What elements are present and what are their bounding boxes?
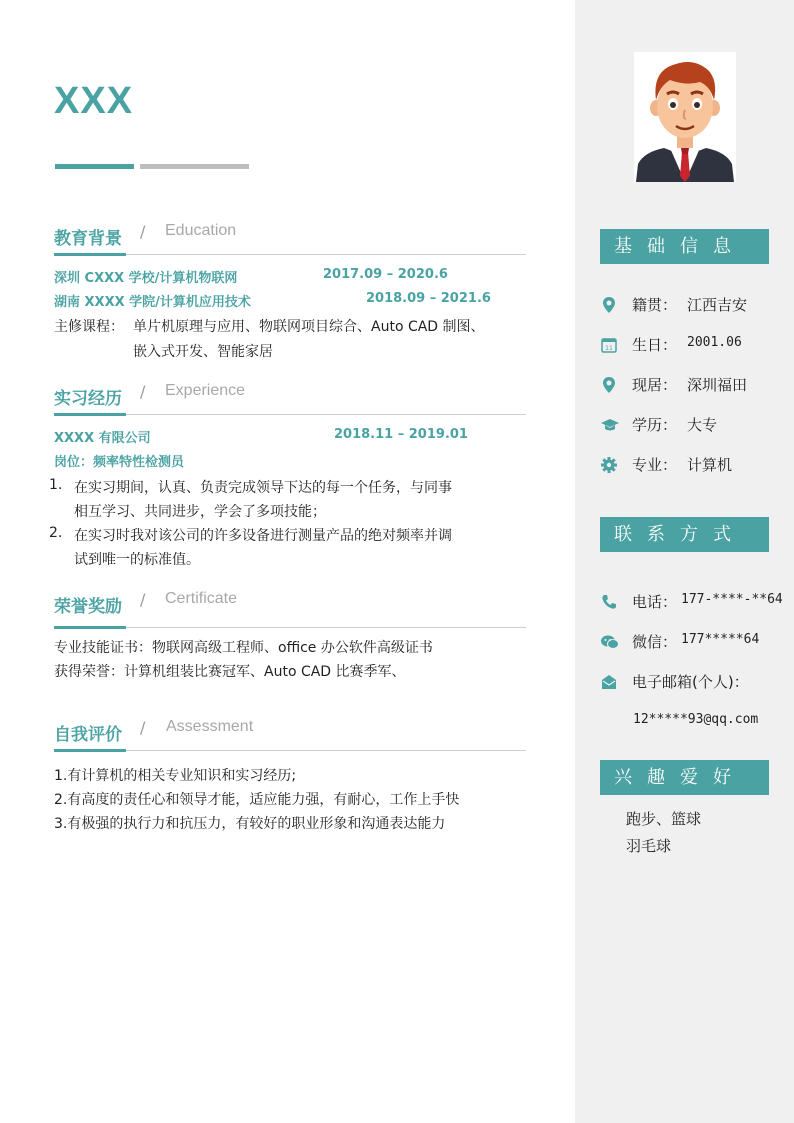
section-underline xyxy=(54,749,126,752)
candidate-name: XXX xyxy=(54,80,134,122)
contact-wechat xyxy=(600,631,790,653)
list-number: 2. xyxy=(49,525,63,541)
info-label: 生日： xyxy=(632,336,678,354)
svg-text:11: 11 xyxy=(605,345,613,352)
courses-line-2: 嵌入式开发、智能家居 xyxy=(133,344,273,360)
info-label: 现居： xyxy=(632,376,678,394)
education-title: 教育背景 xyxy=(54,229,122,249)
section-underline xyxy=(54,413,126,416)
info-value: 江西吉安 xyxy=(687,296,748,314)
section-slash: / xyxy=(140,382,146,401)
email-icon xyxy=(600,673,620,691)
calendar-icon xyxy=(600,336,620,354)
graduation-cap-icon xyxy=(600,416,620,434)
basic-info-header: 基础信息 xyxy=(600,229,769,264)
contact-email xyxy=(600,671,790,693)
info-row-residence xyxy=(600,374,770,396)
contact-header: 联系方式 xyxy=(600,517,769,552)
phone-icon xyxy=(600,593,620,611)
location-pin-icon xyxy=(600,296,620,314)
certificate-title-en: Certificate xyxy=(165,590,238,607)
education-date-2: 2018.09 – 2021.6 xyxy=(366,291,491,306)
section-underline xyxy=(54,253,126,256)
assessment-line-2: 2.有高度的责任心和领导才能，适应能力强，有耐心，工作上手快 xyxy=(54,792,460,808)
experience-item-1-line-2: 相互学习、共同进步，学会了多项技能； xyxy=(74,504,326,520)
wechat-icon xyxy=(600,633,620,651)
email-value: 12*****93@qq.com xyxy=(633,712,759,727)
info-label: 专业： xyxy=(632,456,678,474)
wechat-value: 177*****64 xyxy=(681,632,760,647)
experience-item-2-line-1: 在实习时我对该公司的许多设备进行测量产品的绝对频率并调 xyxy=(74,528,452,544)
assessment-line-3: 3.有极强的执行力和抗压力，有较好的职业形象和沟通表达能力 xyxy=(54,816,446,832)
assessment-line-1: 1.有计算机的相关专业知识和实习经历; xyxy=(54,768,297,784)
info-value: 深圳福田 xyxy=(687,376,748,394)
experience-date: 2018.11 – 2019.01 xyxy=(334,427,468,442)
experience-item-1-line-1: 在实习期间，认真、负责完成领导下达的每一个任务，与同事 xyxy=(74,480,452,496)
hobbies-line-2: 羽毛球 xyxy=(626,837,672,855)
experience-position: 岗位：频率特性检测员 xyxy=(54,455,185,470)
info-row-hometown xyxy=(600,294,770,316)
email-label: 电子邮箱(个人)： xyxy=(632,673,749,691)
assessment-title-en: Assessment xyxy=(166,718,254,735)
info-value: 大专 xyxy=(687,416,718,434)
experience-item-2-line-2: 试到唯一的标准值。 xyxy=(74,552,200,568)
experience-title: 实习经历 xyxy=(54,389,122,409)
education-school-1: 深圳 CXXX 学校/计算机物联网 xyxy=(54,271,238,286)
education-date-1: 2017.09 – 2020.6 xyxy=(323,267,448,282)
experience-company: XXXX 有限公司 xyxy=(54,431,151,446)
info-value: 计算机 xyxy=(687,456,733,474)
info-label: 籍贯： xyxy=(632,296,678,314)
certificate-title: 荣誉奖励 xyxy=(54,597,122,617)
section-slash: / xyxy=(140,222,146,241)
cartoon-avatar-icon xyxy=(634,52,736,182)
gear-icon xyxy=(600,456,620,474)
certificate-line-2: 获得荣誉：计算机组装比赛冠军、Auto CAD 比赛季军、 xyxy=(54,664,406,680)
info-label: 学历： xyxy=(632,416,678,434)
info-row-education xyxy=(600,414,770,436)
education-school-2: 湖南 XXXX 学院/计算机应用技术 xyxy=(54,295,251,310)
phone-value: 177-****-**64 xyxy=(681,592,783,607)
education-title-en: Education xyxy=(165,222,237,239)
info-row-major xyxy=(600,454,770,476)
experience-title-en: Experience xyxy=(165,382,246,399)
section-underline xyxy=(54,626,126,629)
profile-photo xyxy=(634,52,736,182)
info-value: 2001.06 xyxy=(687,335,742,350)
section-slash: / xyxy=(140,718,146,737)
courses-line-1: 单片机原理与应用、物联网项目综合、Auto CAD 制图、 xyxy=(133,319,485,335)
wechat-label: 微信： xyxy=(632,633,678,651)
section-slash: / xyxy=(140,590,146,609)
phone-label: 电话： xyxy=(632,593,678,611)
list-number: 1. xyxy=(49,477,63,493)
contact-phone xyxy=(600,591,790,613)
name-accent-bar xyxy=(55,164,134,169)
certificate-line-1: 专业技能证书：物联网高级工程师、office 办公软件高级证书 xyxy=(54,640,433,656)
hobbies-header: 兴趣爱好 xyxy=(600,760,769,795)
info-row-birthday xyxy=(600,334,770,356)
hobbies-line-1: 跑步、篮球 xyxy=(626,810,702,828)
courses-label: 主修课程： xyxy=(54,319,124,335)
name-gray-bar xyxy=(140,164,249,169)
assessment-title: 自我评价 xyxy=(54,725,122,745)
location-pin-icon xyxy=(600,376,620,394)
